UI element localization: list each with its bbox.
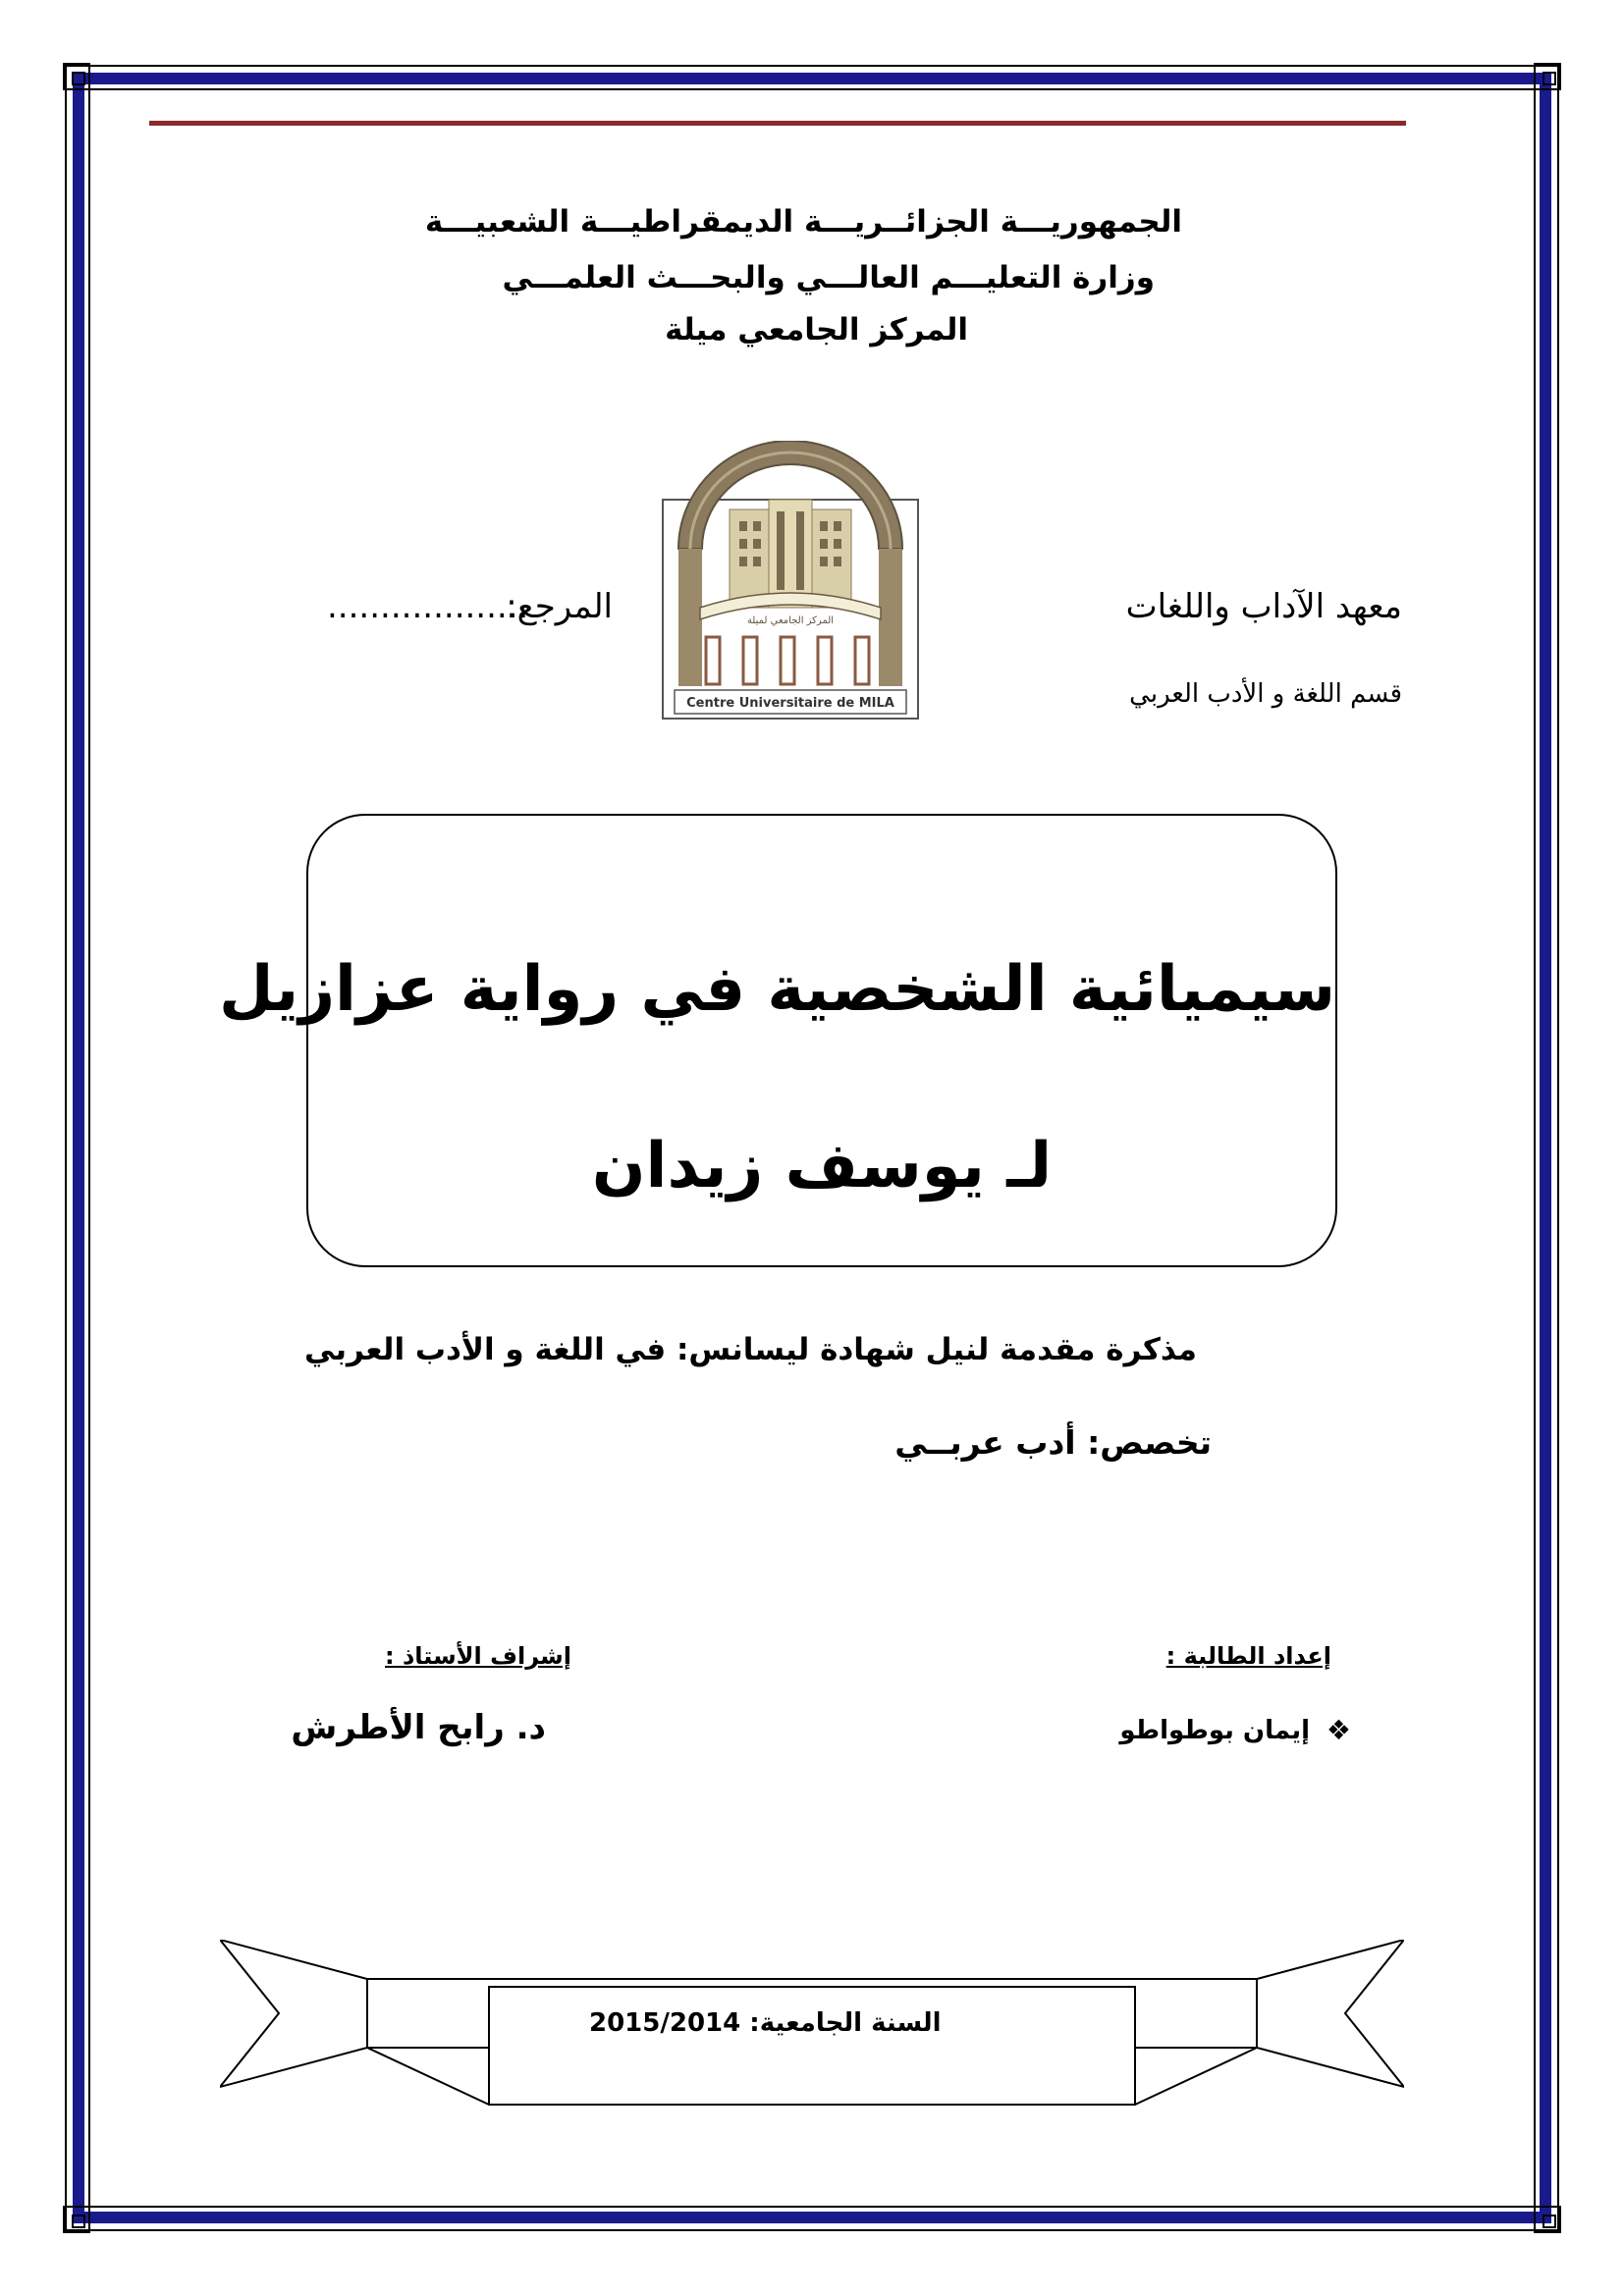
frame-corner-bottom-right — [1534, 2206, 1561, 2233]
department-name: قسم اللغة و الأدب العربي — [1129, 679, 1402, 709]
institute-name: معهد الآداب واللغات — [1125, 587, 1402, 626]
academic-year-value: 2015/2014 — [589, 2008, 741, 2038]
republic-heading: الجمهوريـــة الجزائــريـــة الديمقراطيـــة الشعبيـــة — [424, 204, 1182, 240]
academic-year — [589, 2008, 942, 2038]
frame-corner-top-right — [1534, 63, 1561, 90]
university-logo — [661, 441, 920, 721]
ministry-heading: وزارة التعليـــم العالـــي والبحـــث العلمـــي — [502, 260, 1155, 295]
frame-corner-bottom-left — [63, 2206, 90, 2233]
thesis-title-line2: لـ يوسف زيدان — [591, 1130, 1053, 1202]
specialty: تخصص: أدب عربــي — [894, 1423, 1212, 1462]
reference-dots: ................... — [327, 587, 529, 626]
memo-statement: مذكرة مقدمة لنيل شهادة ليسانس: في اللغة و الأدب العربي — [304, 1332, 1197, 1367]
logo-caption: Centre Universitaire de MILA — [686, 696, 894, 711]
university-heading: المركز الجامعي ميلة — [665, 312, 968, 347]
prepared-by-label: إعداد الطالبة : — [1165, 1642, 1331, 1670]
student-name: إيمان بوطواطو — [1119, 1716, 1310, 1745]
frame-corner-top-left — [63, 63, 90, 90]
reference-label: المرجع: — [506, 587, 613, 626]
supervised-by-label: إشراف الأستاذ : — [385, 1642, 571, 1670]
diamond-bullet-icon: ❖ — [1326, 1714, 1351, 1746]
thesis-title-line1: سيميائية الشخصية في رواية عزازيل — [219, 953, 1335, 1026]
title-box — [219, 814, 1337, 1267]
academic-year-label: السنة الجامعية: — [749, 2008, 942, 2038]
supervisor-name: د. رابح الأطرش — [291, 1708, 546, 1747]
top-rule-line — [149, 121, 1406, 126]
logo-arabic-caption: المركز الجامعي لميلة — [746, 615, 835, 626]
